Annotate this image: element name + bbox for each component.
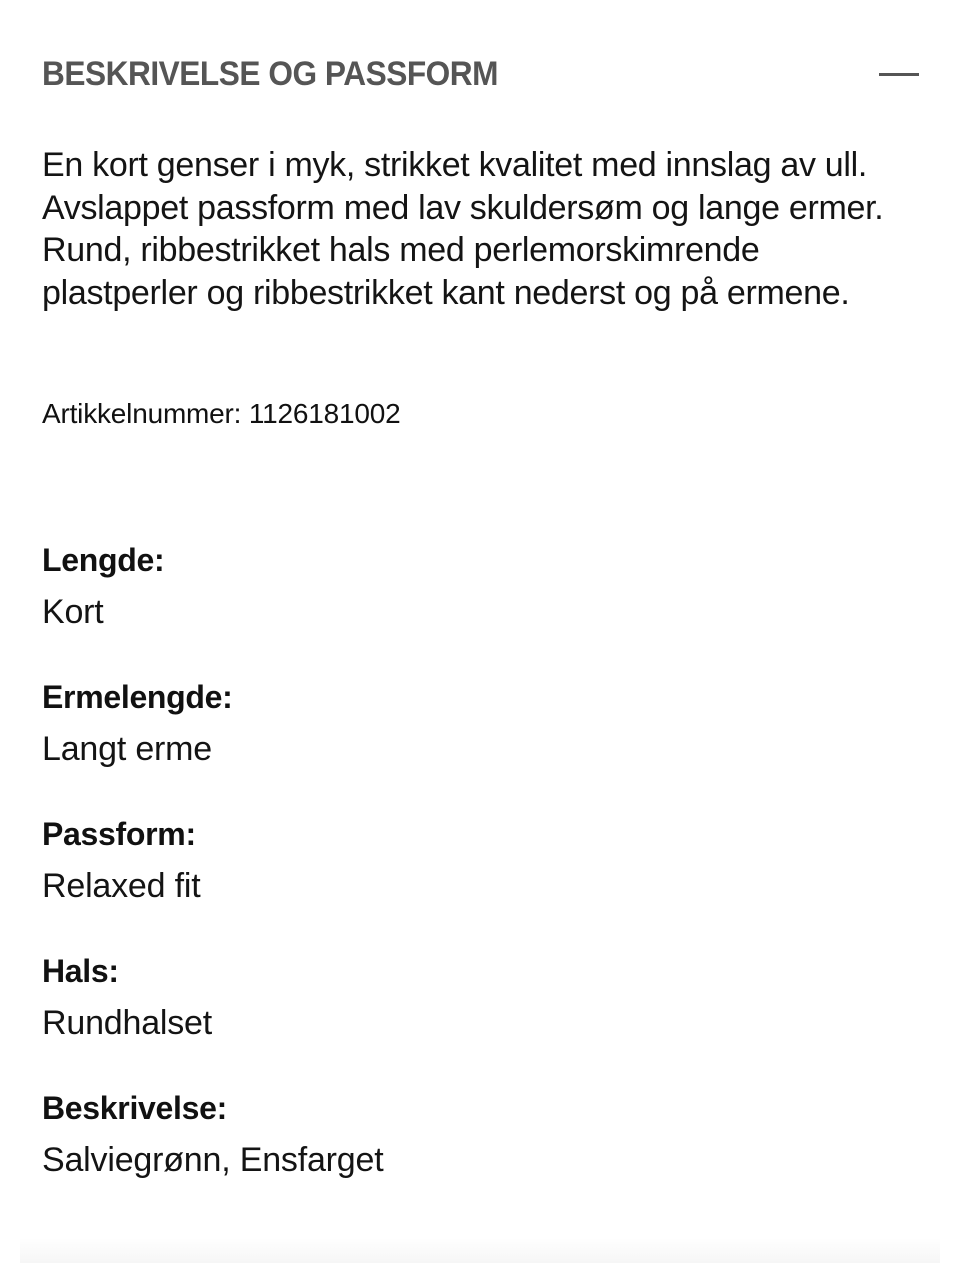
accordion-header[interactable] [42,52,920,96]
attribute-label: Lengde: [42,542,165,578]
attribute-value: Relaxed fit [42,867,201,905]
product-description: En kort genser i myk, strikket kvalitet med innslag av ull. Avslappet passform med lav skuldersøm og lange ermer. Rund, ribbestrikket hals med perlemorskimrende plastperler og ribbestrikket kant nederst og på ermene. [42,146,884,312]
attribute-label: Hals: [42,953,119,989]
attribute-length [42,540,922,677]
attribute-description [42,1088,922,1225]
attribute-label: Passform: [42,816,196,852]
attribute-list [42,540,922,1225]
attribute-value: Langt erme [42,730,212,768]
attribute-value: Rundhalset [42,1004,213,1042]
bottom-fade [20,1238,940,1263]
attribute-value: Kort [42,593,104,631]
collapse-button[interactable] [878,59,920,89]
attribute-label: Ermelengde: [42,679,233,715]
attribute-fit [42,814,922,951]
minus-icon [879,73,919,76]
attribute-sleeve-length [42,677,922,814]
attribute-value: Salviegrønn, Ensfarget [42,1141,384,1179]
attribute-label: Beskrivelse: [42,1090,227,1126]
attribute-neckline [42,951,922,1088]
section-title: BESKRIVELSE OG PASSFORM [42,54,499,93]
article-number: Artikkelnummer: 1126181002 [42,398,401,429]
